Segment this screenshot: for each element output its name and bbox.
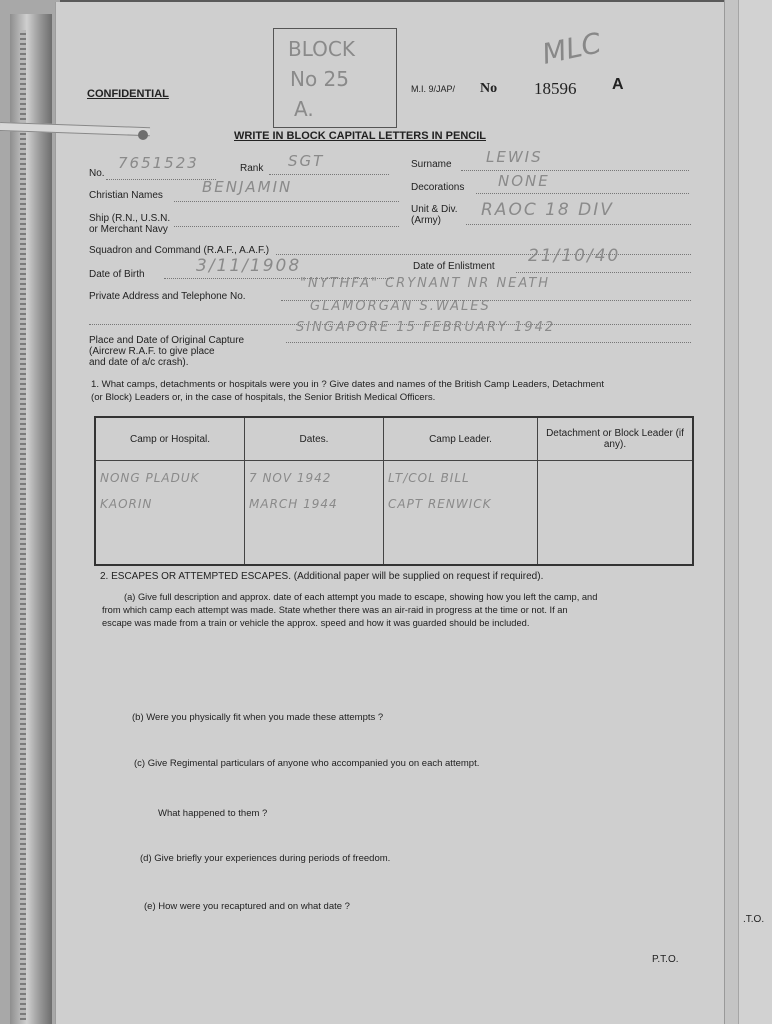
surname-label: Surname bbox=[411, 159, 452, 170]
page-pto: P.T.O. bbox=[652, 954, 679, 965]
detachment-cell bbox=[538, 461, 694, 566]
pencil-instruction: WRITE IN BLOCK CAPITAL LETTERS IN PENCIL bbox=[234, 130, 486, 142]
question-2c: (c) Give Regimental particulars of anyone who accompanied you on each attempt. bbox=[134, 758, 480, 769]
question-2b: (b) Were you physically fit when you made these attempts ? bbox=[132, 712, 384, 723]
question-2-title: 2. ESCAPES OR ATTEMPTED ESCAPES. (Additional paper will be supplied on request if required). bbox=[100, 571, 544, 582]
question-2d: (d) Give briefly your experiences during periods of freedom. bbox=[140, 853, 391, 864]
capture-label-2: (Aircrew R.A.F. to give place bbox=[89, 346, 215, 357]
header-dates: Dates. bbox=[245, 417, 384, 461]
stamp-number: No 25 bbox=[290, 67, 350, 91]
question-2a-line-3: escape was made from a train or vehicle the approx. speed and how it was guarded should be included. bbox=[102, 618, 530, 628]
address-value-1: "NYTHFA" CRYNANT NR NEATH bbox=[300, 276, 551, 291]
leader-cell: LT/COL BILL CAPT RENWICK bbox=[384, 461, 538, 566]
enlistment-label: Date of Enlistment bbox=[413, 261, 495, 272]
enlistment-value: 21/10/40 bbox=[528, 246, 621, 266]
table-header-row bbox=[95, 417, 693, 461]
header-detachment-leader: Detachment or Block Leader (if any). bbox=[538, 417, 694, 461]
rank-value: SGT bbox=[288, 152, 325, 170]
ship-label-2: or Merchant Navy bbox=[89, 224, 168, 235]
form-suffix: A bbox=[612, 76, 624, 93]
header-camp-leader: Camp Leader. bbox=[384, 417, 538, 461]
capture-label-1: Place and Date of Original Capture bbox=[89, 335, 245, 346]
question-2a-line-2: from which camp each attempt was made. State whether there was an air-raid in progress at the time or not. If an bbox=[102, 605, 568, 615]
service-number-label: No. bbox=[89, 168, 105, 179]
punch-hole bbox=[138, 130, 148, 140]
unit-value: RAOC 18 DIV bbox=[481, 200, 614, 220]
surname-value: LEWIS bbox=[486, 148, 543, 166]
squadron-label: Squadron and Command (R.A.F., A.A.F.) bbox=[89, 245, 270, 256]
ship-label-1: Ship (R.N., U.S.N. bbox=[89, 213, 171, 224]
form-number: 18596 bbox=[534, 79, 577, 98]
address-value-2: GLAMORGAN S.WALES bbox=[310, 299, 491, 314]
christian-names-value: BENJAMIN bbox=[202, 178, 293, 196]
camp-cell: NONG PLADUK KAORIN bbox=[95, 461, 245, 566]
decorations-label: Decorations bbox=[411, 182, 465, 193]
capture-label-3: and date of a/c crash). bbox=[89, 357, 189, 368]
question-2e: (e) How were you recaptured and on what date ? bbox=[144, 901, 350, 912]
header-camp-or-hospital: Camp or Hospital. bbox=[95, 417, 245, 461]
date-of-birth-value: 3/11/1908 bbox=[196, 256, 302, 276]
stamp-a: A. bbox=[294, 97, 314, 121]
binder-ribbing bbox=[20, 30, 26, 1020]
unit-label-2: (Army) bbox=[411, 215, 441, 226]
dates-cell: 7 NOV 1942 MARCH 1944 bbox=[245, 461, 384, 566]
question-1-line-1: 1. What camps, detachments or hospitals were you in ? Give dates and names of the British Camp Leaders, Detachment bbox=[91, 379, 604, 390]
question-2a-line-1: (a) Give full description and approx. date of each attempt you made to escape, showing how you left the camp, and bbox=[124, 592, 598, 602]
address-label: Private Address and Telephone No. bbox=[89, 291, 246, 302]
side-pto: .T.O. bbox=[743, 914, 765, 925]
christian-names-label: Christian Names bbox=[89, 190, 163, 201]
date-of-birth-label: Date of Birth bbox=[89, 269, 145, 280]
stamp-block: BLOCK bbox=[288, 37, 355, 61]
confidential-label: CONFIDENTIAL bbox=[87, 88, 169, 100]
question-1-line-2: (or Block) Leaders or, in the case of hospitals, the Senior British Medical Officers. bbox=[91, 392, 436, 403]
service-number-value: 7651523 bbox=[118, 154, 199, 172]
initials: MLC bbox=[539, 26, 605, 71]
adjacent-page-edge-2 bbox=[738, 0, 772, 1024]
decorations-value: NONE bbox=[498, 172, 550, 190]
block-stamp bbox=[273, 28, 397, 128]
rank-label: Rank bbox=[240, 163, 264, 174]
file-binder-spine bbox=[10, 14, 52, 1024]
unit-label-1: Unit & Div. bbox=[411, 204, 458, 215]
capture-value: SINGAPORE 15 FEBRUARY 1942 bbox=[296, 320, 556, 335]
camps-table bbox=[94, 416, 694, 566]
question-2c-followup: What happened to them ? bbox=[158, 808, 268, 819]
number-label: No bbox=[480, 81, 498, 96]
table-row bbox=[95, 461, 693, 566]
form-reference: M.I. 9/JAP/ bbox=[411, 84, 456, 94]
